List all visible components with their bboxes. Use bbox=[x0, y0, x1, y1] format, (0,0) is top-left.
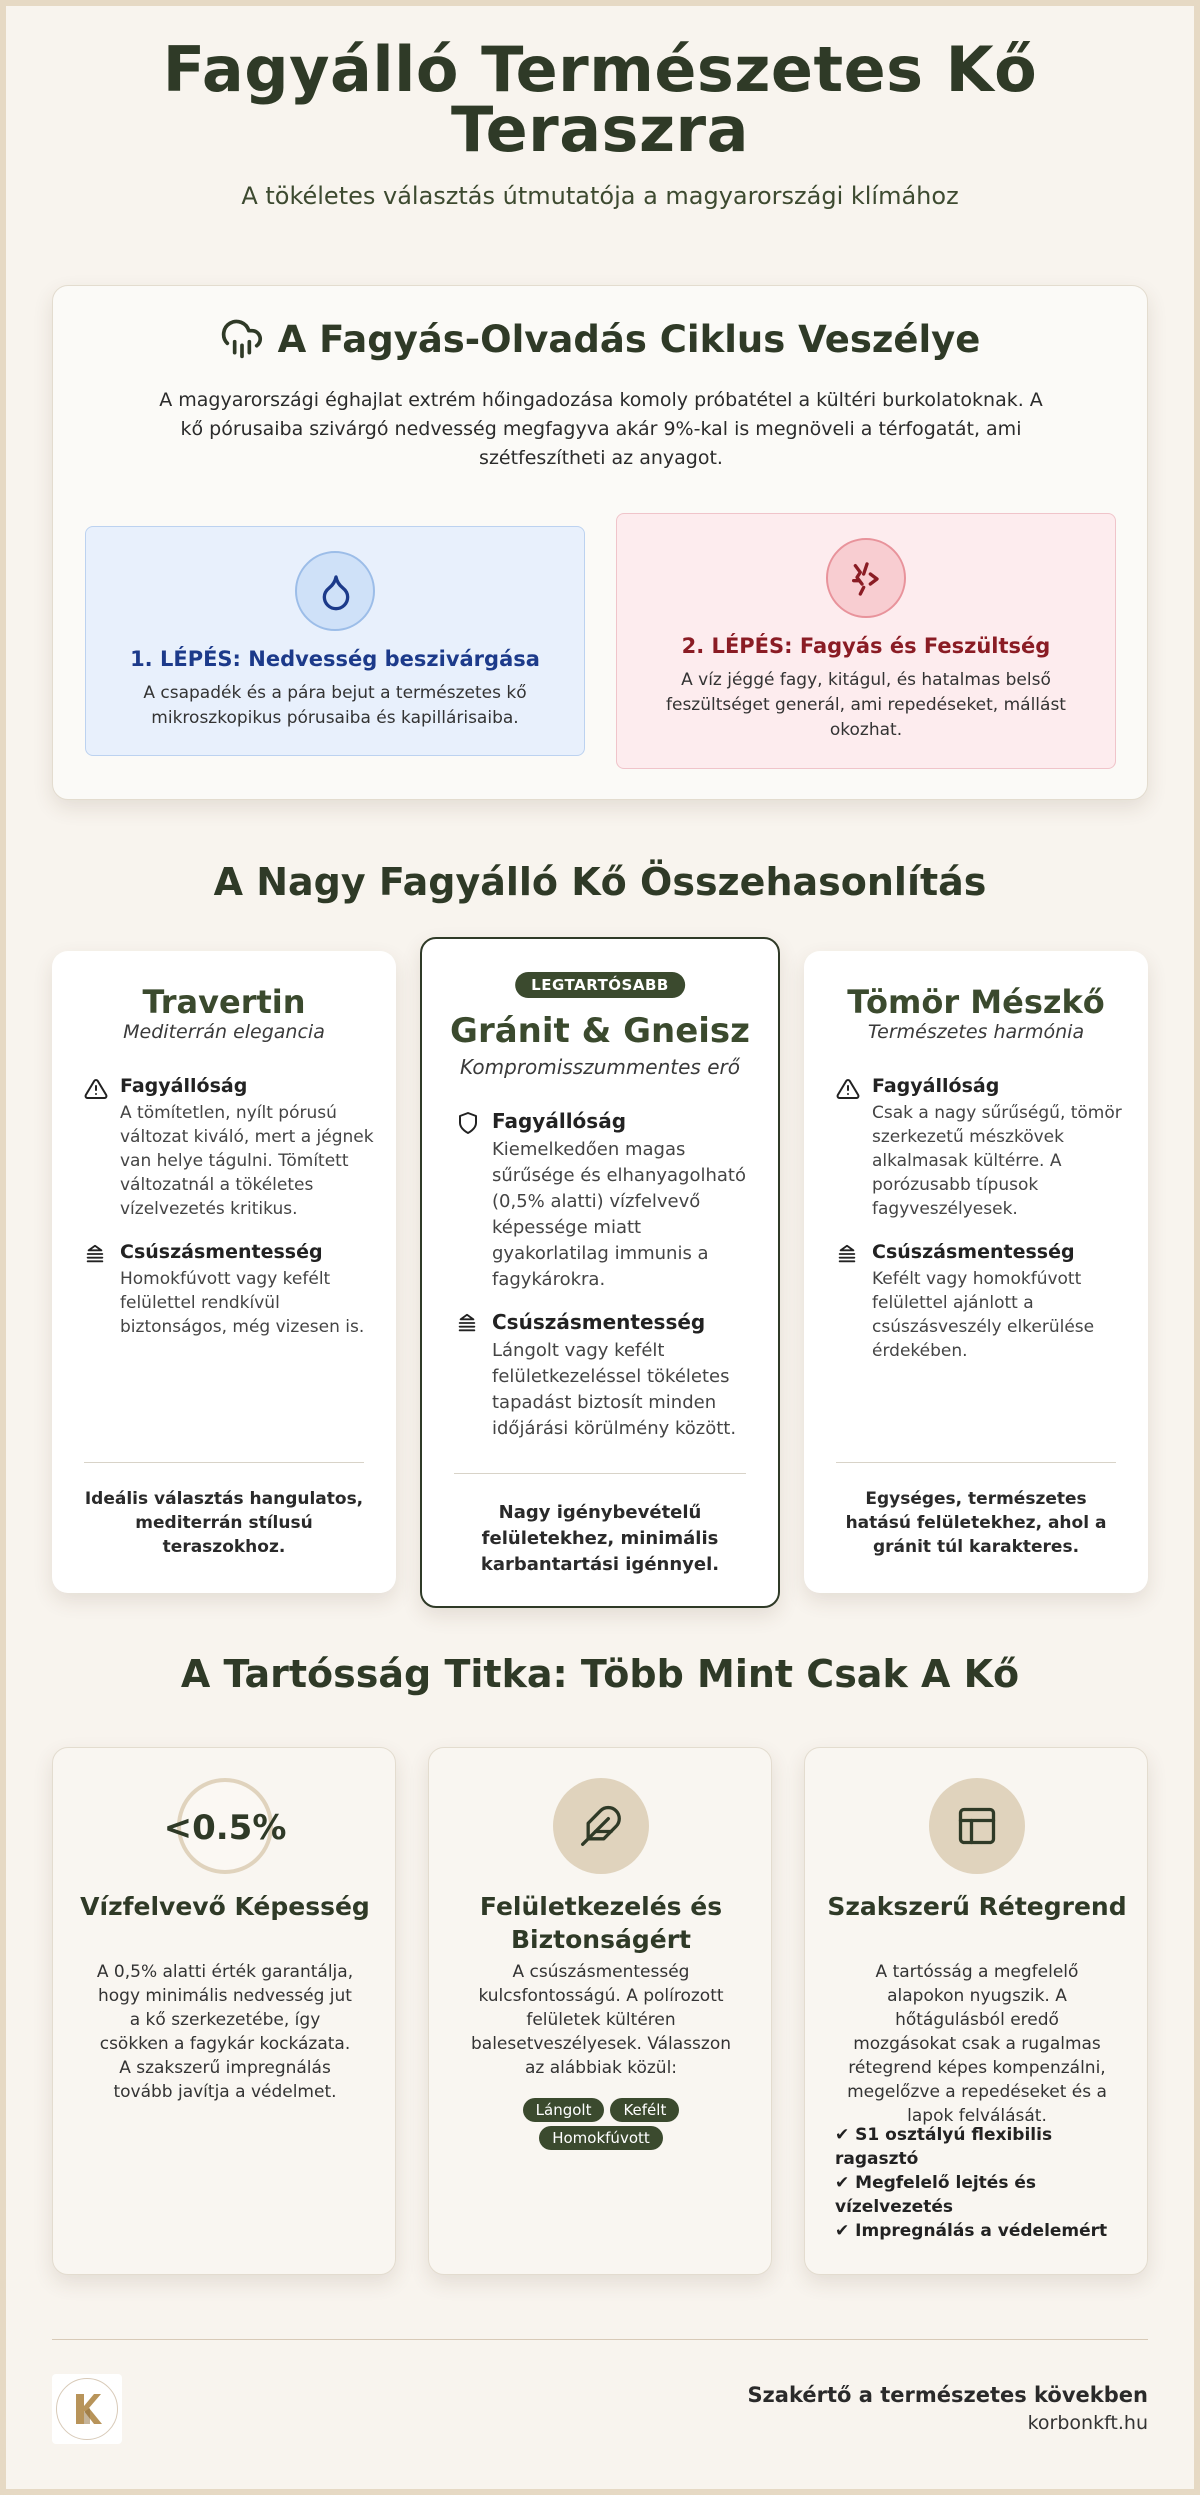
layers-icon bbox=[836, 1243, 858, 1269]
stone-card-granit bbox=[420, 937, 780, 1608]
feature-title: Szakszerű Rétegrend bbox=[827, 1892, 1127, 1921]
divider bbox=[454, 1473, 746, 1474]
warning-icon bbox=[836, 1077, 860, 1105]
feature-desc: A csúszásmentesség kulcsfontosságú. A polírozott felületek kültéren balesetveszélyesek. Válasszon az alábbiak közül: bbox=[470, 1962, 732, 2078]
prop-desc: Kefélt vagy homokfúvott felülettel ajánlott a csúszásveszély elkerülése érdekében. bbox=[872, 1269, 1095, 1361]
prop-title: Fagyállóság bbox=[492, 1109, 627, 1133]
freeze-thaw-title: A Fagyás-Olvadás Ciklus Veszélye bbox=[277, 318, 981, 361]
stone-name: Travertin bbox=[142, 983, 306, 1021]
freeze-thaw-card bbox=[52, 285, 1148, 800]
hero bbox=[0, 33, 1200, 210]
frost-resistance bbox=[836, 1075, 1126, 1221]
check-item: ✔ Megfelelő lejtés és vízelvezetés bbox=[835, 2173, 1037, 2217]
prop-desc: Homokfúvott vagy kefélt felülettel rendkívül biztonságos, még vizesen is. bbox=[120, 1269, 365, 1337]
stone-name: Gránit & Gneisz bbox=[450, 1011, 750, 1051]
layering-checklist bbox=[835, 2123, 1125, 2243]
prop-title: Fagyállóság bbox=[120, 1075, 248, 1097]
divider bbox=[836, 1462, 1116, 1463]
stone-summary: Egységes, természetes hatású felületekhez, ahol a gránit túl karakteres. bbox=[845, 1489, 1107, 1557]
footer-tagline: Szakértő a természetes kövekben bbox=[747, 2383, 1148, 2407]
feather-icon bbox=[553, 1778, 649, 1874]
prop-title: Fagyállóság bbox=[872, 1075, 1000, 1097]
step-freezing-title: 2. LÉPÉS: Fagyás és Feszültség bbox=[681, 634, 1051, 658]
snowflake-crack-icon bbox=[826, 538, 906, 618]
prop-title: Csúszásmentesség bbox=[872, 1241, 1075, 1263]
check-item: ✔ Impregnálás a védelemért bbox=[835, 2221, 1108, 2241]
finish-options bbox=[469, 2098, 733, 2154]
k-logo-icon[interactable] bbox=[52, 2374, 122, 2444]
cloud-rain-icon bbox=[220, 318, 278, 361]
stone-tagline: Természetes harmónia bbox=[867, 1021, 1085, 1043]
page-subtitle: A tökéletes választás útmutatója a magyarországi klímához bbox=[241, 182, 959, 210]
most-durable-badge: LEGTARTÓSABB bbox=[515, 972, 685, 998]
warning-icon bbox=[84, 1077, 108, 1105]
prop-desc: Csak a nagy sűrűségű, tömör szerkezetű mészkövek alkalmasak kültérre. A porózusabb típusok fagyveszélyesek. bbox=[872, 1103, 1122, 1219]
layers-icon bbox=[84, 1243, 106, 1269]
prop-desc: Kiemelkedően magas sűrűsége és elhanyagolható (0,5% alatti) vízfelvevő képessége miatt gyakorlatilag immunis a fagykárokra. bbox=[492, 1139, 746, 1290]
stone-summary: Nagy igénybevételű felületekhez, minimális karbantartási igénnyel. bbox=[480, 1502, 720, 1575]
slip-resistance bbox=[84, 1241, 374, 1339]
freeze-thaw-description: A magyarországi éghajlat extrém hőingadozása komoly próbatétel a kültéri burkolatoknak. A kő pórusaiba szivárgó nedvesség megfagyva akár 9%-kal is megnöveli a térfogatát, ami szétfeszítheti az anyagot. bbox=[159, 389, 1043, 469]
feature-title: Felületkezelés és Biztonságért bbox=[479, 1892, 723, 1954]
stone-card-meszko bbox=[804, 951, 1148, 1593]
layers-icon bbox=[456, 1312, 478, 1338]
feature-title: Vízfelvevő Képesség bbox=[80, 1892, 370, 1921]
comparison-heading: A Nagy Fagyálló Kő Összehasonlítás bbox=[213, 860, 987, 904]
step-moisture bbox=[85, 526, 585, 756]
stone-summary: Ideális választás hangulatos, mediterrán stílusú teraszokhoz. bbox=[84, 1489, 364, 1557]
step-freezing-desc: A víz jéggé fagy, kitágul, és hatalmas belső feszültséget generál, ami repedéseket, mállást okozhat. bbox=[666, 670, 1066, 740]
divider bbox=[84, 1462, 364, 1463]
stone-tagline: Kompromisszummentes erő bbox=[460, 1055, 740, 1079]
step-freezing bbox=[616, 513, 1116, 769]
durability-heading: A Tartósság Titka: Több Mint Csak A Kő bbox=[180, 1652, 1020, 1696]
prop-desc: A tömítetlen, nyílt pórusú változat kiváló, mert a jégnek van helye tágulni. Tömített változatnál a tökéletes vízelvezetés kritikus. bbox=[120, 1103, 374, 1219]
step-moisture-title: 1. LÉPÉS: Nedvesség beszivárgása bbox=[130, 647, 540, 671]
check-item: ✔ S1 osztályú flexibilis ragasztó bbox=[835, 2125, 1053, 2169]
finish-pill-langolt: Lángolt bbox=[523, 2098, 605, 2122]
stone-tagline: Mediterrán elegancia bbox=[123, 1021, 325, 1043]
slip-resistance bbox=[456, 1310, 756, 1442]
stone-name: Tömör Mészkő bbox=[847, 983, 1105, 1021]
prop-title: Csúszásmentesség bbox=[120, 1241, 323, 1263]
feature-desc: A tartósság a megfelelő alapokon nyugszik. A hőtágulásból eredő mozgásokat csak a rugalmas rétegrend képes kompenzálni, megelőzve a repedéseket és a lapok felválását. bbox=[847, 1962, 1107, 2126]
finish-pill-kefelt: Kefélt bbox=[610, 2098, 679, 2122]
footer-divider bbox=[52, 2339, 1148, 2340]
prop-desc: Lángolt vagy kefélt felületkezeléssel tökéletes tapadást biztosít minden időjárási körülmény között. bbox=[492, 1340, 737, 1439]
stone-card-travertin bbox=[52, 951, 396, 1593]
feature-desc: A 0,5% alatti érték garantálja, hogy minimális nedvesség jut a kő szerkezetébe, így csökken a fagykár kockázata. A szakszerű impregnálás tovább javítja a védelmet. bbox=[96, 1962, 354, 2102]
frost-resistance bbox=[456, 1109, 756, 1293]
footer-website-link[interactable]: korbonkft.hu bbox=[1027, 2412, 1148, 2434]
slip-resistance bbox=[836, 1241, 1126, 1363]
feature-layering bbox=[804, 1747, 1148, 2275]
absorption-stat: <0.5% bbox=[163, 1808, 287, 1848]
frost-resistance bbox=[84, 1075, 374, 1221]
droplet-icon bbox=[295, 551, 375, 631]
step-moisture-desc: A csapadék és a pára bejut a természetes kő mikroszkopikus pórusaiba és kapillárisaiba. bbox=[143, 683, 527, 728]
layout-icon bbox=[929, 1778, 1025, 1874]
freeze-thaw-heading bbox=[53, 316, 1147, 361]
finish-pill-homokfuvott: Homokfúvott bbox=[539, 2126, 663, 2150]
page-title: Fagyálló Természetes Kő Teraszra bbox=[162, 33, 1038, 166]
feature-water-absorption bbox=[52, 1747, 396, 2275]
prop-title: Csúszásmentesség bbox=[492, 1310, 706, 1334]
shield-icon bbox=[456, 1111, 480, 1139]
feature-surface-treatment bbox=[428, 1747, 772, 2275]
